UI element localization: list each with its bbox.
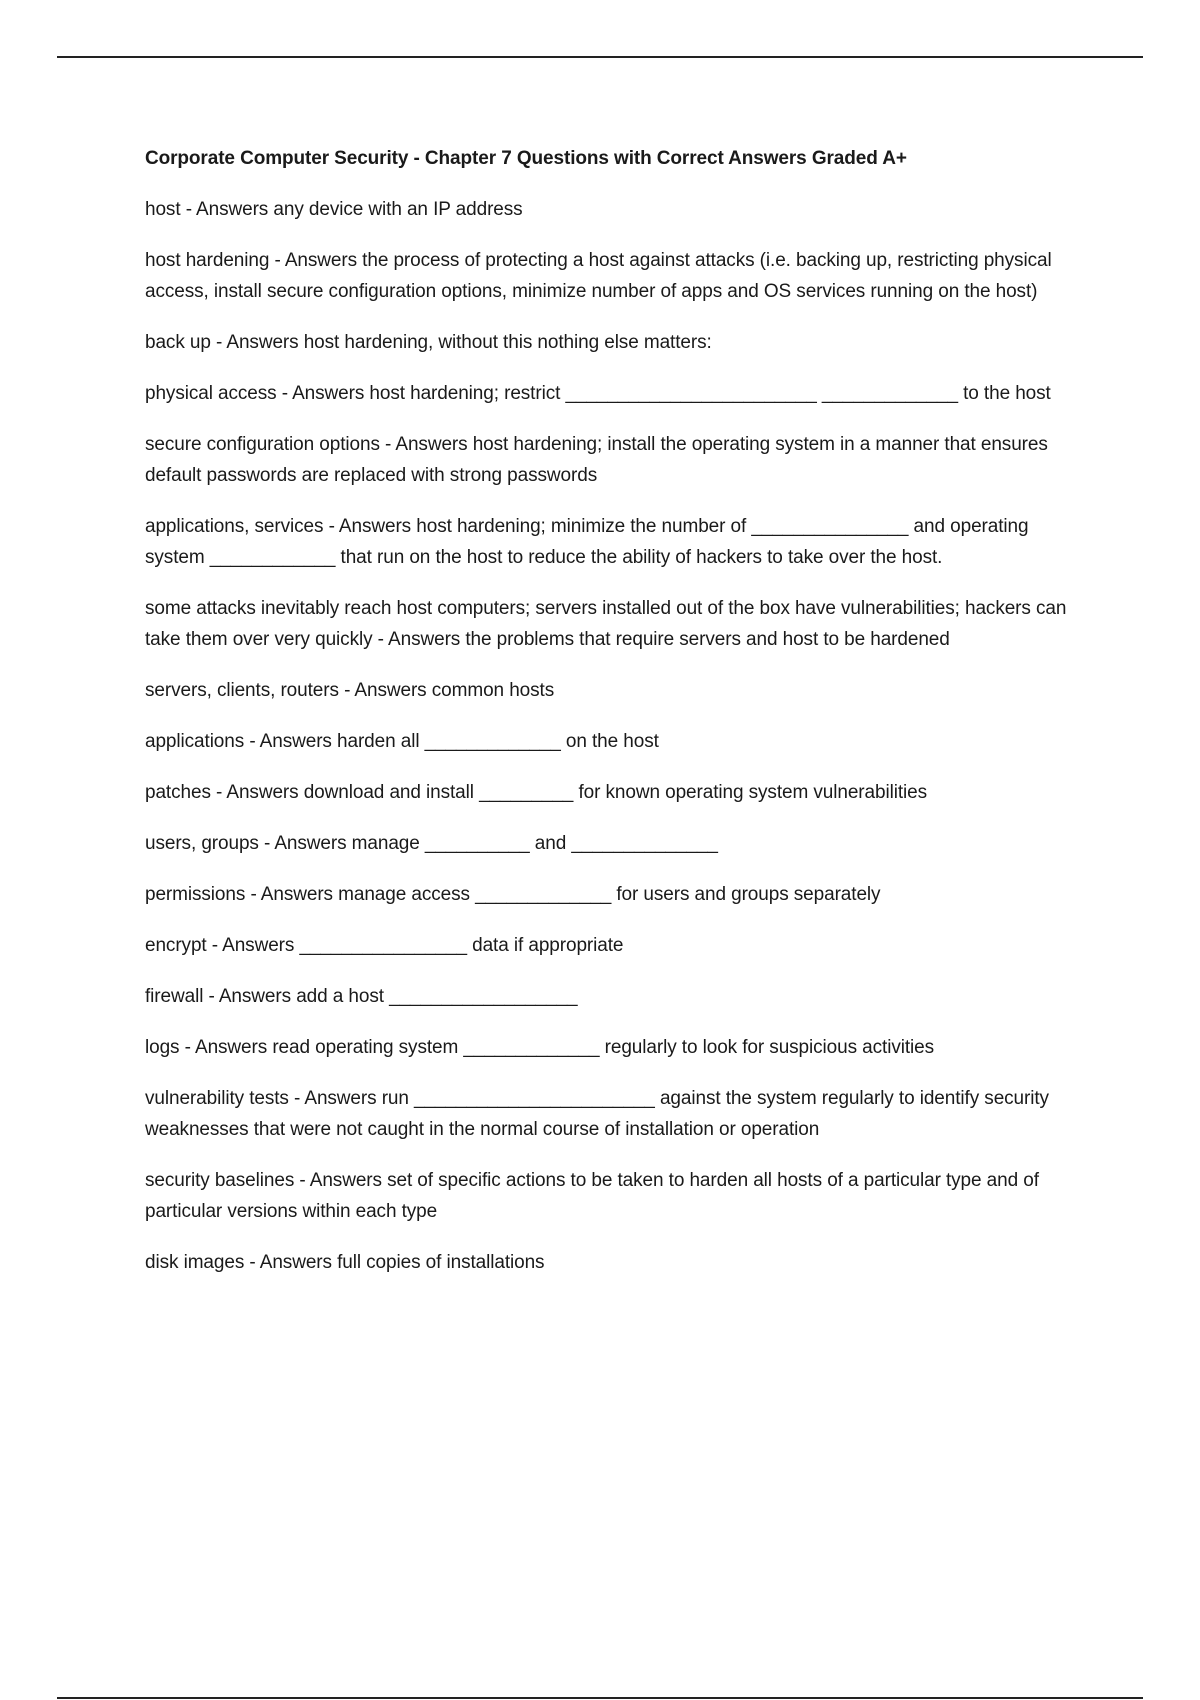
qa-item-security-baselines: security baselines - Answers set of specific actions to be taken to harden all hosts of a particular type and of particular versions within each type xyxy=(145,1170,1039,1222)
qa-item-patches: patches - Answers download and install _________ for known operating system vulnerabilities xyxy=(145,782,927,803)
qa-item-common-hosts: servers, clients, routers - Answers common hosts xyxy=(145,680,555,701)
qa-item-applications-services: applications, services - Answers host hardening; minimize the number of _______________ and operating system ____________ that run on the host to reduce the ability of hackers to take over the host. xyxy=(145,516,1029,568)
qa-item-encrypt: encrypt - Answers ________________ data if appropriate xyxy=(145,935,624,956)
qa-item-firewall: firewall - Answers add a host __________________ xyxy=(145,986,578,1007)
qa-item-back-up: back up - Answers host hardening, without this nothing else matters: xyxy=(145,332,712,353)
qa-item-vulnerability-tests: vulnerability tests - Answers run _______________________ against the system regularly to identify security weaknesses that were not caught in the normal course of installation or operation xyxy=(145,1088,1049,1140)
top-rule xyxy=(57,56,1143,58)
document-title: Corporate Computer Security - Chapter 7 Questions with Correct Answers Graded A+ xyxy=(145,148,907,169)
bottom-rule xyxy=(57,1697,1143,1699)
qa-item-host: host - Answers any device with an IP address xyxy=(145,199,523,220)
qa-item-secure-configuration: secure configuration options - Answers host hardening; install the operating system in a manner that ensures default passwords are replaced with strong passwords xyxy=(145,434,1048,486)
qa-item-logs: logs - Answers read operating system _____________ regularly to look for suspicious activities xyxy=(145,1037,935,1058)
qa-item-users-groups: users, groups - Answers manage __________ and ______________ xyxy=(145,833,718,854)
qa-item-attacks-reach-hosts: some attacks inevitably reach host computers; servers installed out of the box have vulnerabilities; hackers can take them over very quickly - Answers the problems that require servers and host to be hardened xyxy=(145,598,1067,650)
qa-item-host-hardening: host hardening - Answers the process of protecting a host against attacks (i.e. backing up, restricting physical access, install secure configuration options, minimize number of apps and OS services running on the host) xyxy=(145,250,1052,302)
qa-item-applications: applications - Answers harden all _____________ on the host xyxy=(145,731,659,752)
qa-item-permissions: permissions - Answers manage access _____________ for users and groups separately xyxy=(145,884,881,905)
document-body xyxy=(145,144,1080,1298)
qa-item-disk-images: disk images - Answers full copies of installations xyxy=(145,1252,545,1273)
qa-item-physical-access: physical access - Answers host hardening; restrict ________________________ _____________ to the host xyxy=(145,383,1051,404)
